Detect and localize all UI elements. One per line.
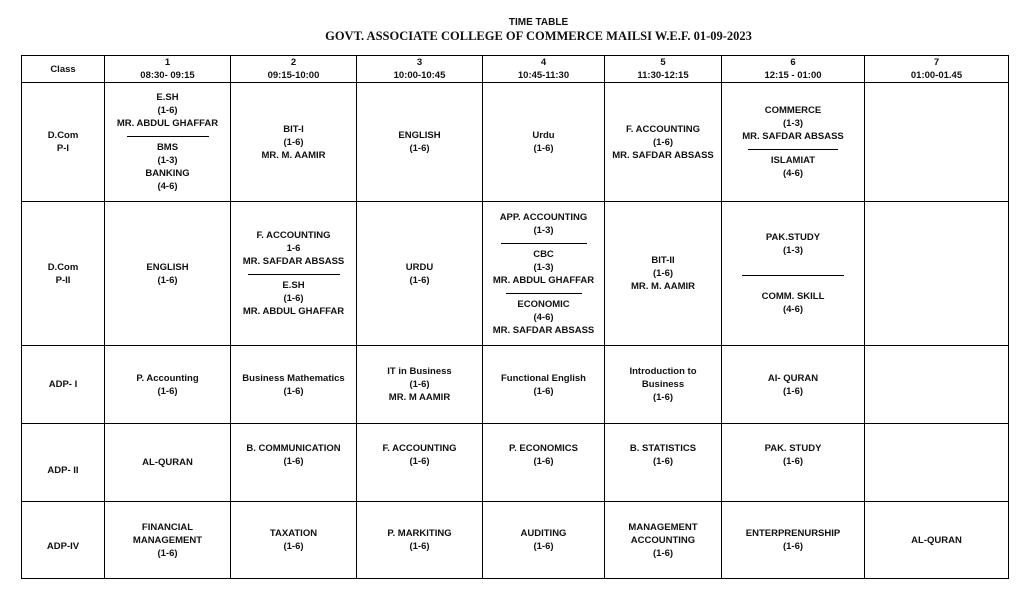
subject-line: COMM. SKILL: [761, 291, 825, 302]
subject-line: (1-6): [652, 136, 674, 148]
subject-line: F. ACCOUNTING: [382, 443, 457, 454]
subject-cell: [357, 424, 483, 502]
subject-line: BMS: [156, 142, 179, 153]
subject-line: MR. M AAMIR: [388, 392, 451, 403]
subject-line: (1-6): [157, 547, 178, 559]
subject-line: Functional English: [501, 372, 586, 384]
subject-line: ACCOUNTING: [630, 534, 696, 546]
period-header: [483, 56, 605, 83]
period-header: [231, 56, 357, 83]
period-number: 1: [164, 57, 171, 68]
subject-line: AUDITING: [520, 528, 567, 539]
subject-line: (4-6): [782, 304, 804, 315]
subject-line: MR. SAFDAR ABSASS: [742, 131, 844, 142]
subject-line: 1-6: [286, 243, 301, 254]
subject-line: ECONOMIC: [517, 298, 570, 310]
subject-line: (1-6): [283, 136, 304, 148]
subject-cell: [722, 424, 865, 502]
subject-line: IT in Business: [387, 366, 452, 377]
class-name: ADP- I: [48, 379, 78, 390]
subject-line: (1-6): [782, 456, 804, 467]
period-time: 10:00-10:45: [393, 70, 446, 81]
subject-line: (1-6): [409, 379, 430, 390]
subject-line: MR. ABDUL GHAFFAR: [492, 274, 595, 286]
page-heading: [0, 16, 1029, 44]
period-time: 01:00-01.45: [910, 70, 963, 81]
subject-line: (1-6): [782, 541, 804, 552]
subject-cell: [105, 502, 231, 579]
class-cell: [22, 202, 105, 346]
subject-line: MANAGEMENT: [628, 521, 698, 533]
subject-cell: [722, 346, 865, 424]
period-time: 10:45-11:30: [517, 70, 570, 81]
subject-cell: [605, 202, 722, 346]
subject-line: PAK.STUDY: [765, 232, 821, 243]
subject-line: URDU: [405, 261, 434, 273]
subject-cell: [231, 346, 357, 424]
subject-line: (1-6): [533, 385, 554, 397]
class-cell: [22, 424, 105, 502]
entry-divider: [248, 274, 340, 275]
subject-line: AL-QURAN: [911, 534, 962, 546]
subject-line: (1-6): [652, 456, 674, 467]
subject-line: CBC: [533, 248, 554, 260]
subject-line: MR. M. AAMIR: [630, 281, 696, 292]
period-header: [357, 56, 483, 83]
class-row: [22, 502, 1009, 579]
subject-line: B. COMMUNICATION: [246, 443, 341, 454]
class-name: P-II: [55, 274, 71, 286]
period-number: 3: [416, 57, 423, 68]
subject-cell: [483, 202, 605, 346]
period-time: 08:30- 09:15: [140, 70, 195, 81]
subject-cell: [357, 83, 483, 202]
class-name: D.Com: [47, 130, 79, 141]
entry-divider: [742, 275, 844, 276]
subject-cell: [357, 346, 483, 424]
subject-line: COMMERCE: [764, 105, 822, 116]
class-name: D.Com: [47, 261, 79, 273]
subject-line: (1-6): [157, 105, 178, 116]
subject-line: TAXATION: [269, 528, 318, 539]
subject-line: E.SH: [282, 280, 305, 291]
subject-cell: [231, 502, 357, 579]
subject-line: (4-6): [533, 311, 554, 323]
subject-cell: [105, 202, 231, 346]
subject-line: Business Mathematics: [242, 372, 345, 384]
subject-line: (1-6): [409, 456, 430, 467]
subject-line: (1-6): [157, 274, 178, 286]
subject-line: PAK. STUDY: [764, 443, 822, 454]
subject-cell: [605, 83, 722, 202]
subject-line: Urdu: [532, 130, 555, 141]
subject-cell: [865, 202, 1009, 346]
subject-cell: [865, 424, 1009, 502]
subject-cell: [483, 346, 605, 424]
college-title: GOVT. ASSOCIATE COLLEGE OF COMMERCE MAILSI W.E.F. 01-09-2023: [325, 29, 752, 43]
class-cell: [22, 502, 105, 579]
subject-cell: [357, 202, 483, 346]
subject-line: ENGLISH: [146, 261, 189, 273]
class-cell: [22, 346, 105, 424]
subject-line: AI- QURAN: [767, 372, 819, 384]
period-number: 6: [790, 57, 796, 68]
subject-cell: [231, 202, 357, 346]
subject-cell: [865, 502, 1009, 579]
subject-line: ENTERPRENURSHIP: [745, 528, 841, 539]
subject-line: (1-6): [652, 268, 674, 279]
class-name: ADP-IV: [46, 541, 80, 552]
class-name: ADP- II: [47, 465, 79, 476]
subject-line: MR. SAFDAR ABSASS: [242, 256, 345, 267]
subject-cell: [231, 424, 357, 502]
subject-line: B. STATISTICS: [629, 443, 697, 454]
header-row: [22, 56, 1009, 83]
subject-line: MR. ABDUL GHAFFAR: [242, 306, 345, 317]
period-number: 7: [933, 57, 940, 68]
subject-line: AL-QURAN: [142, 457, 193, 468]
subject-line: P. Accounting: [136, 372, 199, 384]
period-time: 09:15-10:00: [267, 70, 320, 81]
period-number: 5: [660, 57, 666, 68]
entry-divider: [127, 136, 209, 137]
subject-line: MR. SAFDAR ABSASS: [492, 324, 595, 336]
subject-line: BANKING: [145, 168, 190, 179]
timetable: [21, 55, 1009, 579]
subject-line: P. ECONOMICS: [509, 443, 578, 454]
subject-line: P. MARKITING: [387, 528, 452, 539]
subject-line: F. ACCOUNTING: [625, 123, 701, 135]
subject-line: (1-6): [533, 541, 554, 552]
subject-line: MR. ABDUL GHAFFAR: [116, 118, 219, 129]
subject-line: (1-6): [652, 392, 674, 403]
subject-line: (1-6): [283, 385, 304, 397]
subject-line: (1-6): [283, 293, 304, 304]
subject-cell: [105, 83, 231, 202]
subject-line: (1-6): [533, 143, 554, 154]
subject-line: APP. ACCOUNTING: [499, 211, 588, 223]
period-number: 4: [540, 57, 547, 68]
subject-line: (1-6): [533, 456, 554, 467]
subject-line: MR. M. AAMIR: [261, 149, 326, 161]
class-row: [22, 202, 1009, 346]
subject-line: (4-6): [157, 181, 178, 192]
subject-line: (1-6): [652, 547, 674, 559]
class-header: Class: [22, 56, 105, 83]
subject-line: (1-6): [409, 143, 430, 154]
subject-cell: [483, 424, 605, 502]
subject-cell: [605, 502, 722, 579]
subject-cell: [722, 502, 865, 579]
subject-line: BIT-I: [283, 123, 304, 135]
subject-cell: [605, 424, 722, 502]
period-time: 11:30-12:15: [637, 70, 689, 81]
subject-cell: [722, 202, 865, 346]
subject-line: (1-6): [782, 385, 804, 397]
subject-cell: [722, 83, 865, 202]
entry-divider: [506, 293, 582, 294]
subject-line: FINANCIAL: [141, 521, 194, 533]
subject-line: (1-3): [157, 155, 178, 166]
subject-line: MANAGEMENT: [132, 534, 203, 546]
subject-cell: [483, 502, 605, 579]
period-header: [605, 56, 722, 83]
subject-line: E.SH: [156, 92, 179, 103]
entry-divider: [748, 149, 838, 150]
subject-line: (1-3): [533, 224, 554, 236]
subject-cell: [357, 502, 483, 579]
timetable-label: TIME TABLE: [508, 17, 569, 28]
timetable-body: [22, 83, 1009, 579]
subject-line: (1-3): [533, 261, 554, 273]
subject-line: (1-3): [782, 118, 804, 129]
class-cell: [22, 83, 105, 202]
subject-line: (1-6): [157, 385, 178, 397]
subject-line: BIT-II: [651, 255, 675, 266]
subject-line: (1-6): [283, 456, 304, 467]
subject-cell: [105, 424, 231, 502]
period-time: 12:15 - 01:00: [764, 70, 822, 81]
period-header: [722, 56, 865, 83]
subject-cell: [105, 346, 231, 424]
class-row: [22, 346, 1009, 424]
subject-line: F. ACCOUNTING: [256, 230, 331, 241]
period-header: [105, 56, 231, 83]
period-header: [865, 56, 1009, 83]
subject-line: (1-6): [283, 541, 304, 552]
subject-cell: [865, 83, 1009, 202]
period-number: 2: [290, 57, 297, 68]
subject-line: ISLAMIAT: [770, 155, 816, 166]
class-row: [22, 424, 1009, 502]
subject-cell: [605, 346, 722, 424]
subject-line: (1-3): [782, 245, 804, 256]
entry-divider: [501, 243, 587, 244]
subject-cell: [865, 346, 1009, 424]
subject-line: (4-6): [782, 168, 804, 179]
class-row: [22, 83, 1009, 202]
subject-line: MR. SAFDAR ABSASS: [612, 149, 714, 161]
subject-line: Business: [641, 379, 685, 390]
subject-cell: [483, 83, 605, 202]
class-name: P-I: [56, 143, 70, 154]
subject-line: ENGLISH: [398, 130, 441, 141]
subject-line: (1-6): [409, 274, 430, 286]
subject-line: Introduction to: [629, 366, 697, 377]
subject-line: (1-6): [409, 541, 430, 552]
subject-cell: [231, 83, 357, 202]
